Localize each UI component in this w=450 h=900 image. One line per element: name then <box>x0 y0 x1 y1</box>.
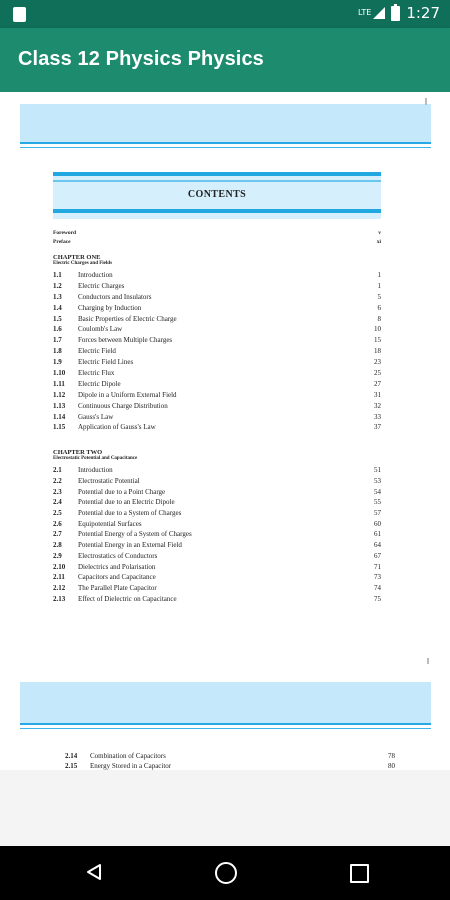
section-page: 61 <box>374 530 381 539</box>
next-page-rule-thin <box>20 728 431 729</box>
section-number: 1.1 <box>53 271 62 279</box>
section-number: 2.10 <box>53 562 66 571</box>
toc-row[interactable] <box>53 380 381 391</box>
front-matter-row <box>53 239 381 248</box>
section-number: 1.12 <box>53 390 66 399</box>
section-page: 1 <box>377 271 381 279</box>
toc-row[interactable] <box>53 369 381 380</box>
section-title: Dielectrics and Polarisation <box>78 562 156 571</box>
section-number: 1.7 <box>53 336 62 345</box>
toc-row[interactable] <box>53 509 381 520</box>
section-number: 2.8 <box>53 541 62 550</box>
home-icon[interactable] <box>215 862 237 884</box>
toc-row[interactable] <box>53 315 381 326</box>
toc-row[interactable] <box>53 304 381 315</box>
signal-icon <box>373 7 385 19</box>
front-matter-page: v <box>378 230 381 236</box>
section-page: 78 <box>388 752 395 760</box>
section-number: 2.9 <box>53 551 62 560</box>
toc-row[interactable] <box>53 584 381 595</box>
section-title: Potential Energy of a System of Charges <box>78 530 192 539</box>
pdf-viewer[interactable] <box>0 92 450 770</box>
toc-row[interactable] <box>53 325 381 336</box>
section-title: Electric Charges <box>78 281 125 290</box>
contents-page <box>53 172 381 605</box>
toc-row[interactable] <box>53 573 381 584</box>
section-title: Potential Energy in an External Field <box>78 541 182 550</box>
section-number: 2.1 <box>53 466 62 475</box>
section-page: 1 <box>377 281 381 290</box>
section-title: Electrostatic Potential <box>78 477 140 486</box>
section-number: 2.12 <box>53 583 66 592</box>
front-matter-label: Foreword <box>53 230 77 236</box>
status-bar <box>0 0 450 28</box>
next-page-contents <box>65 752 395 770</box>
toc-row[interactable] <box>53 552 381 563</box>
page-top-rule <box>20 142 431 144</box>
section-title: Electric Flux <box>78 369 115 378</box>
section-title: Electric Field Lines <box>78 358 134 367</box>
section-number: 1.13 <box>53 401 66 410</box>
section-page: 32 <box>374 401 381 410</box>
section-title: Conductors and Insulators <box>78 292 152 301</box>
section-page: 54 <box>374 487 381 496</box>
section-title: Combination of Capacitors <box>90 752 166 760</box>
section-number: 2.15 <box>65 762 78 770</box>
section-number: 1.15 <box>53 423 66 432</box>
section-title: Potential due to an Electric Dipole <box>78 498 175 507</box>
page-top-band <box>20 104 431 144</box>
toc-row[interactable] <box>53 498 381 509</box>
page-corner-mark <box>425 98 427 105</box>
section-number: 2.6 <box>53 519 62 528</box>
front-matter-row <box>53 230 381 239</box>
section-page: 80 <box>388 762 395 770</box>
section-title: Electrostatics of Conductors <box>78 551 158 560</box>
chapter-subtitle: Electric Charges and Fields <box>53 261 113 266</box>
navigation-bar <box>0 846 450 900</box>
front-matter-page: xi <box>376 239 381 245</box>
section-title: Dipole in a Uniform External Field <box>78 390 177 399</box>
section-number: 2.13 <box>53 594 66 603</box>
section-title: Effect of Dielectric on Capacitance <box>78 594 177 603</box>
section-page: 8 <box>377 314 381 323</box>
section-title: Gauss's Law <box>78 412 114 421</box>
section-page: 6 <box>377 303 381 312</box>
section-number: 1.4 <box>53 303 62 312</box>
section-page: 57 <box>374 509 381 518</box>
section-page: 75 <box>374 594 381 603</box>
clock: 1:27 <box>406 4 440 22</box>
toc-row[interactable] <box>65 752 395 762</box>
toc-row[interactable] <box>53 358 381 369</box>
contents-header <box>53 172 381 219</box>
chapter-subtitle: Electrostatic Potential and Capacitance <box>53 456 138 462</box>
section-number: 2.2 <box>53 477 62 486</box>
section-page: 53 <box>374 477 381 486</box>
section-title: Continuous Charge Distribution <box>78 401 168 410</box>
section-page: 67 <box>374 551 381 560</box>
sd-card-icon <box>13 7 26 22</box>
section-page: 27 <box>374 379 381 388</box>
page-corner-mark <box>427 658 429 664</box>
section-page: 33 <box>374 412 381 421</box>
back-icon[interactable] <box>85 863 103 881</box>
section-number: 2.4 <box>53 498 62 507</box>
toc-row[interactable] <box>53 391 381 402</box>
section-number: 2.5 <box>53 509 62 518</box>
toc-row[interactable] <box>53 347 381 358</box>
section-title: Electric Field <box>78 347 116 356</box>
section-number: 1.9 <box>53 358 62 367</box>
section-number: 2.3 <box>53 487 62 496</box>
toc-row[interactable] <box>65 762 395 770</box>
section-title: Introduction <box>78 466 113 475</box>
toc-row[interactable] <box>53 595 381 606</box>
section-page: 10 <box>374 325 381 334</box>
toc-row[interactable] <box>53 520 381 531</box>
contents-top-rule <box>53 172 381 176</box>
section-title: Energy Stored in a Capacitor <box>90 762 172 770</box>
battery-icon <box>391 6 400 21</box>
status-icons <box>358 4 440 22</box>
contents-title: CONTENTS <box>187 189 247 200</box>
section-title: Basic Properties of Electric Charge <box>78 314 177 323</box>
section-title: Forces between Multiple Charges <box>78 336 173 345</box>
toc-row[interactable] <box>53 413 381 424</box>
toc-row[interactable] <box>53 541 381 552</box>
section-number: 1.10 <box>53 369 66 378</box>
toc-row[interactable] <box>53 563 381 574</box>
section-title: Charging by Induction <box>78 303 142 312</box>
chapter-title: CHAPTER ONE <box>53 254 101 261</box>
network-type-label: LTE <box>358 8 372 17</box>
section-page: 55 <box>374 498 381 507</box>
toc-row[interactable] <box>53 271 381 282</box>
toc-row[interactable] <box>53 402 381 413</box>
chapter-title: CHAPTER TWO <box>53 449 103 457</box>
recent-apps-icon[interactable] <box>350 864 369 883</box>
section-title: Capacitors and Capacitance <box>78 573 156 582</box>
section-number: 1.3 <box>53 292 62 301</box>
contents-bottom-rule <box>53 209 381 213</box>
section-page: 74 <box>374 583 381 592</box>
section-page: 60 <box>374 519 381 528</box>
section-number: 2.7 <box>53 530 62 539</box>
toc-row[interactable] <box>53 466 381 477</box>
section-page: 51 <box>374 466 381 475</box>
section-number: 2.14 <box>65 752 78 760</box>
section-page: 25 <box>374 369 381 378</box>
section-title: Coulomb's Law <box>78 325 123 334</box>
next-page-band <box>20 682 431 724</box>
section-number: 1.8 <box>53 347 62 356</box>
section-number: 1.6 <box>53 325 62 334</box>
section-page: 18 <box>374 347 381 356</box>
contents-sub-rule <box>53 180 381 182</box>
section-page: 31 <box>374 390 381 399</box>
toc-row[interactable] <box>53 336 381 347</box>
section-page: 37 <box>374 423 381 432</box>
section-title: Electric Dipole <box>78 379 121 388</box>
section-number: 1.5 <box>53 314 62 323</box>
section-number: 1.2 <box>53 281 62 290</box>
section-title: Introduction <box>78 271 113 279</box>
front-matter-label: Preface <box>53 239 71 245</box>
page-top-rule-thin <box>20 147 431 148</box>
section-title: Application of Gauss's Law <box>78 423 156 432</box>
toc-row[interactable] <box>53 477 381 488</box>
section-page: 64 <box>374 541 381 550</box>
section-number: 1.14 <box>53 412 66 421</box>
section-page: 23 <box>374 358 381 367</box>
section-title: Potential due to a System of Charges <box>78 509 182 518</box>
section-page: 5 <box>377 292 381 301</box>
section-page: 15 <box>374 336 381 345</box>
section-title: The Parallel Plate Capacitor <box>78 583 157 592</box>
section-title: Equipotential Surfaces <box>78 519 142 528</box>
section-page: 73 <box>374 573 381 582</box>
toc-row[interactable] <box>53 488 381 499</box>
app-bar <box>0 28 450 92</box>
section-number: 2.11 <box>53 573 65 582</box>
section-title: Potential due to a Point Charge <box>78 487 166 496</box>
toc-row[interactable] <box>53 282 381 293</box>
toc-row[interactable] <box>53 293 381 304</box>
next-page-rule <box>20 723 431 725</box>
section-page: 71 <box>374 562 381 571</box>
toc-row[interactable] <box>53 530 381 541</box>
section-number: 1.11 <box>53 379 65 388</box>
app-title: Class 12 Physics Physics <box>18 48 264 70</box>
toc-row[interactable] <box>53 423 381 434</box>
